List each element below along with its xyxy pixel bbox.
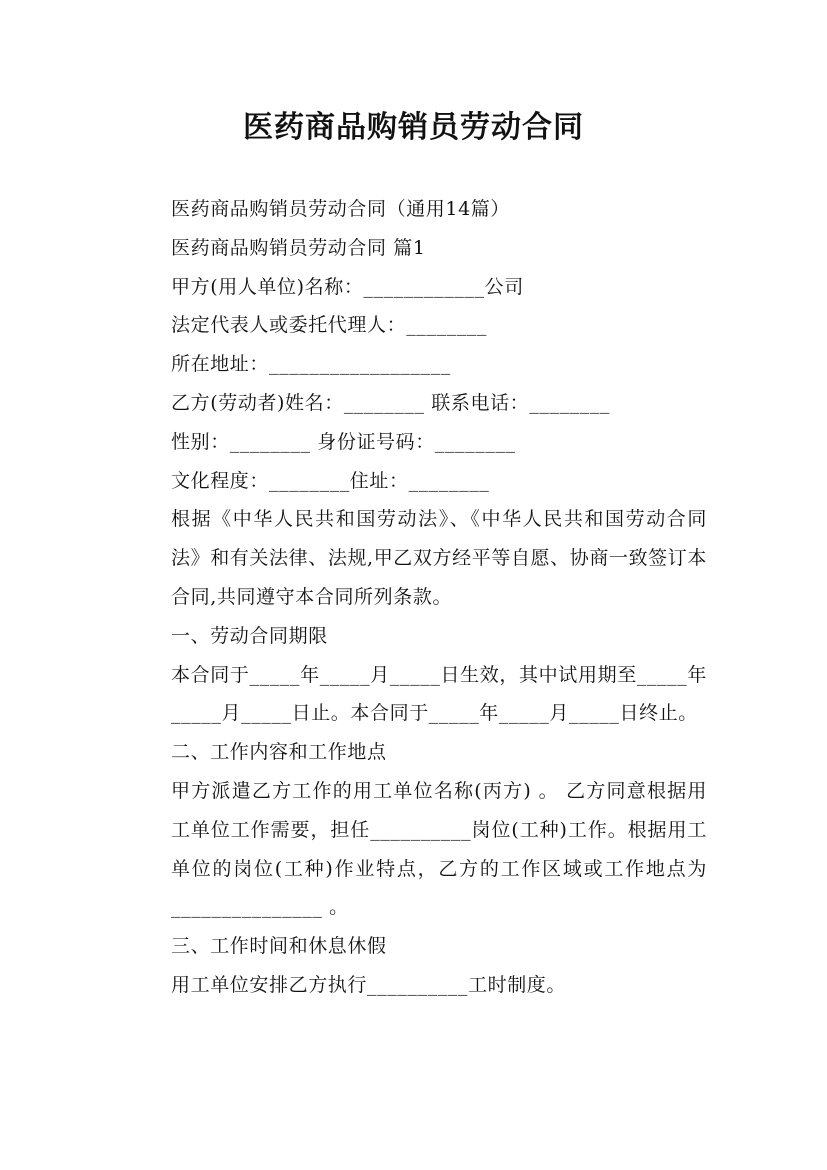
party-b-name-phone-field: 乙方(劳动者)姓名：________ 联系电话：________: [171, 391, 611, 414]
working-hours-paragraph: 用工单位安排乙方执行__________工时制度。: [171, 973, 567, 996]
clause-heading-1: 一、劳动合同期限: [171, 624, 328, 647]
subtitle-line: 医药商品购销员劳动合同（通用14篇）: [171, 198, 510, 220]
section-heading: 医药商品购销员劳动合同 篇1: [171, 236, 426, 259]
education-residence-field: 文化程度：________住址：________: [171, 469, 490, 492]
contract-term-paragraph: 本合同于_____年_____月_____日生效，其中试用期至_____年_____月_____日止。本合同于_____年_____月_____日终止。: [171, 663, 707, 725]
gender-id-field: 性别：________ 身份证号码：________: [171, 430, 516, 453]
preamble-paragraph: 根据《中华人民共和国劳动法》、《中华人民共和国劳动合同法》和有关法律、法规,甲乙双方经平等自愿、协商一致签订本合同,共同遵守本合同所列条款。: [171, 508, 707, 608]
clause-heading-2: 二、工作内容和工作地点: [171, 741, 387, 764]
address-field: 所在地址：__________________: [171, 353, 451, 376]
document-title: 医药商品购销员劳动合同: [243, 110, 584, 145]
party-a-name-field: 甲方(用人单位)名称：____________公司: [171, 275, 524, 298]
document-body: [127, 190, 707, 1005]
job-content-paragraph: 甲方派遣乙方工作的用工单位名称(丙方) 。 乙方同意根据用工单位工作需要，担任__________岗位(工种)工作。根据用工单位的岗位(工种)作业特点，乙方的工作区域或工作地点为_______________ 。: [171, 779, 707, 919]
clause-heading-3: 三、工作时间和休息休假: [171, 935, 387, 958]
legal-representative-field: 法定代表人或委托代理人：________: [171, 314, 488, 337]
